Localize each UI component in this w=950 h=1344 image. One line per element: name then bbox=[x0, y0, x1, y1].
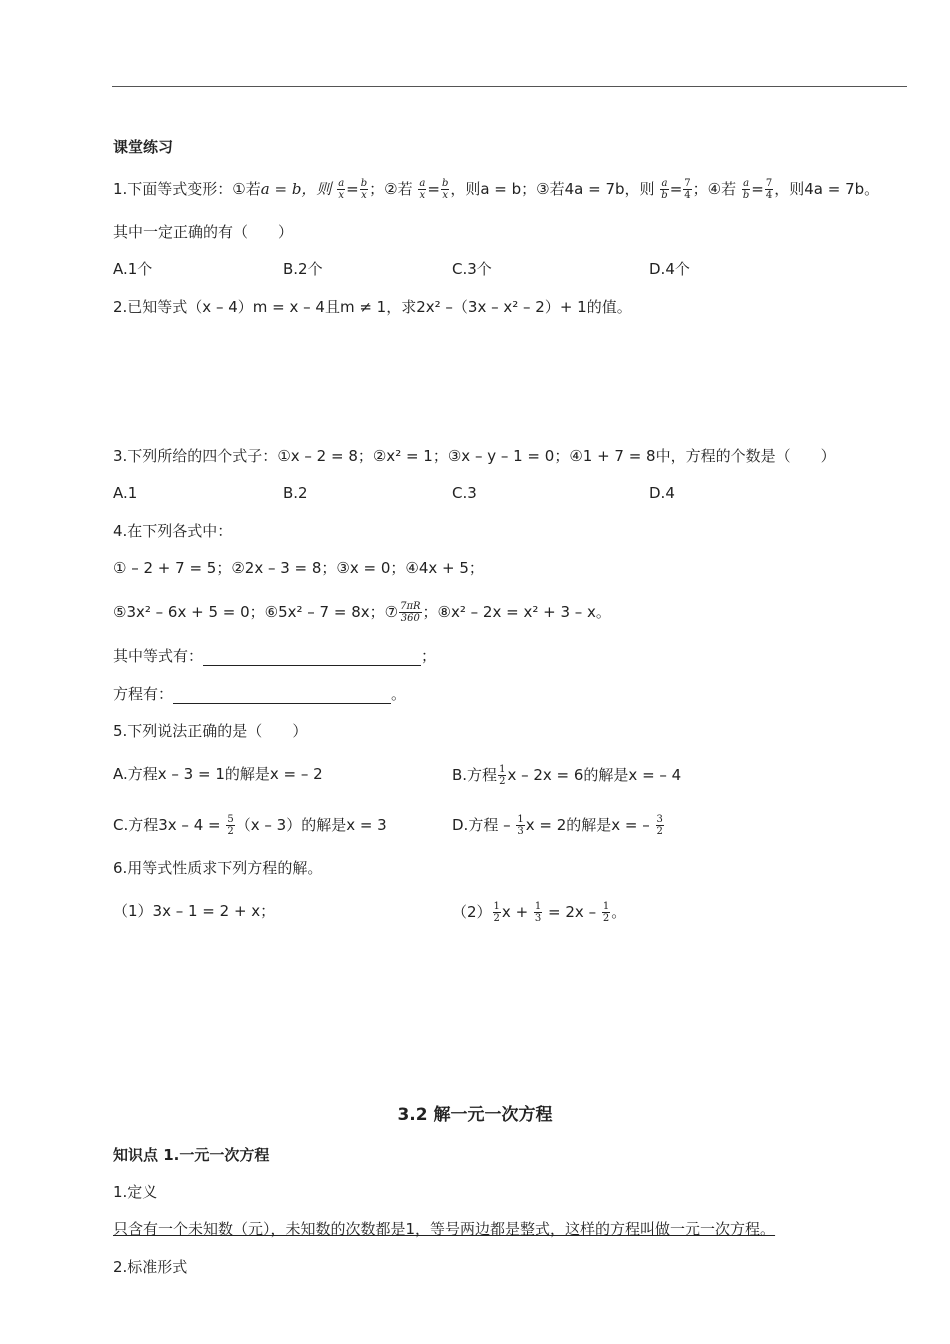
question-6-part2: （2） $\frac{1}{2}$ x + $\frac{1}{3}$ = 2x – $\frac{1}{2}$ 。 bbox=[452, 901, 627, 924]
q3-option-b: B.2 bbox=[283, 484, 308, 502]
q1-option-b: B.2个 bbox=[283, 260, 323, 278]
formula-answer-blank[interactable] bbox=[173, 687, 391, 704]
question-3: 3.下列所给的四个式子：①x – 2 = 8；②x² = 1；③x – y – 1 = 0；④1 + 7 = 8中，方程的个数是（ ） bbox=[113, 447, 836, 465]
definition-text: 只含有一个未知数（元），未知数的次数都是1，等号两边都是整式，这样的方程叫做一元一次方程。 bbox=[113, 1220, 776, 1238]
fraction: $\frac{7\pi R}{360}$ bbox=[400, 601, 421, 624]
q5-option-b: B.方程 $\frac{1}{2}$ x – 2x = 6的解是x = – 4 bbox=[452, 764, 682, 787]
fraction: $\frac{5}{2}$ bbox=[227, 814, 234, 837]
section-heading: 课堂练习 bbox=[113, 138, 174, 156]
q3-option-d: D.4 bbox=[649, 484, 675, 502]
q5-option-a: A.方程x – 3 = 1的解是x = – 2 bbox=[113, 765, 323, 783]
fraction: $\frac{b}{x}$ bbox=[360, 178, 368, 201]
question-1-line2: 其中一定正确的有（ ） bbox=[113, 223, 294, 241]
question-4-row2: ⑤3x² – 6x + 5 = 0；⑥5x² – 7 = 8x；⑦ $\frac{7\pi R}{360}$ ；⑧x² – 2x = x² + 3 – x。 bbox=[113, 601, 611, 624]
header-rule bbox=[112, 86, 907, 87]
fraction: $\frac{a}{b}$ bbox=[661, 178, 668, 201]
q3-option-a: A.1 bbox=[113, 484, 138, 502]
knowledge-point-heading: 知识点 1.一元一次方程 bbox=[113, 1146, 270, 1164]
fraction: $\frac{b}{x}$ bbox=[441, 178, 449, 201]
q1-option-d: D.4个 bbox=[649, 260, 690, 278]
q1-option-a: A.1个 bbox=[113, 260, 153, 278]
q5-option-d: D.方程 – $\frac{1}{3}$ x = 2的解是x = – $\frac{3}{2}$ bbox=[452, 814, 663, 837]
chapter-title: 3.2 解一元一次方程 bbox=[397, 1105, 553, 1125]
equation-answer-blank[interactable] bbox=[203, 649, 421, 666]
question-2: 2.已知等式（x – 4）m = x – 4且m ≠ 1，求2x² –（3x – x² – 2）+ 1的值。 bbox=[113, 298, 632, 316]
question-4-row1: ① – 2 + 7 = 5；②2x – 3 = 8；③x = 0；④4x + 5； bbox=[113, 559, 484, 577]
fraction: $\frac{1}{2}$ bbox=[602, 901, 610, 924]
question-6-part1: （1）3x – 1 = 2 + x； bbox=[113, 902, 276, 920]
definition-label: 1.定义 bbox=[113, 1183, 158, 1201]
q1-option-c: C.3个 bbox=[452, 260, 492, 278]
formula-answer-line: 方程有： 。 bbox=[113, 685, 407, 703]
fraction: $\frac{1}{3}$ bbox=[534, 901, 542, 924]
question-5-stem: 5.下列说法正确的是（ ） bbox=[113, 722, 308, 740]
question-6-stem: 6.用等式性质求下列方程的解。 bbox=[113, 859, 323, 877]
fraction: $\frac{1}{2}$ bbox=[493, 901, 500, 924]
fraction: $\frac{7}{4}$ bbox=[765, 178, 773, 201]
fraction: $\frac{a}{x}$ bbox=[338, 178, 345, 201]
equation-answer-line: 其中等式有： ； bbox=[113, 647, 437, 665]
fraction: $\frac{a}{x}$ bbox=[419, 178, 426, 201]
question-4-stem: 4.在下列各式中： bbox=[113, 522, 233, 540]
fraction: $\frac{1}{3}$ bbox=[517, 814, 524, 837]
fraction: $\frac{1}{2}$ bbox=[499, 764, 506, 787]
q5-option-c: C.方程3x – 4 = $\frac{5}{2}$ （x – 3）的解是x = 3 bbox=[113, 814, 387, 837]
question-1-stem: 1.下面等式变形：①若a = b，则 $\frac{a}{x}$ = $\frac{b}{x}$ ；②若 $\frac{a}{x}$ = $\frac{b}{x}$ ，则a = b；③若4a = 7b，则 $\frac{a}{b}$ = $\frac{7}{4}$ ；④若 $\frac{a}{b}$ = $\frac{7}{4}$ ，则4a = 7b。 bbox=[113, 178, 880, 201]
q3-option-c: C.3 bbox=[452, 484, 477, 502]
standard-form-label: 2.标准形式 bbox=[113, 1258, 188, 1276]
fraction: $\frac{7}{4}$ bbox=[684, 178, 691, 201]
fraction: $\frac{3}{2}$ bbox=[656, 814, 663, 837]
fraction: $\frac{a}{b}$ bbox=[742, 178, 750, 201]
